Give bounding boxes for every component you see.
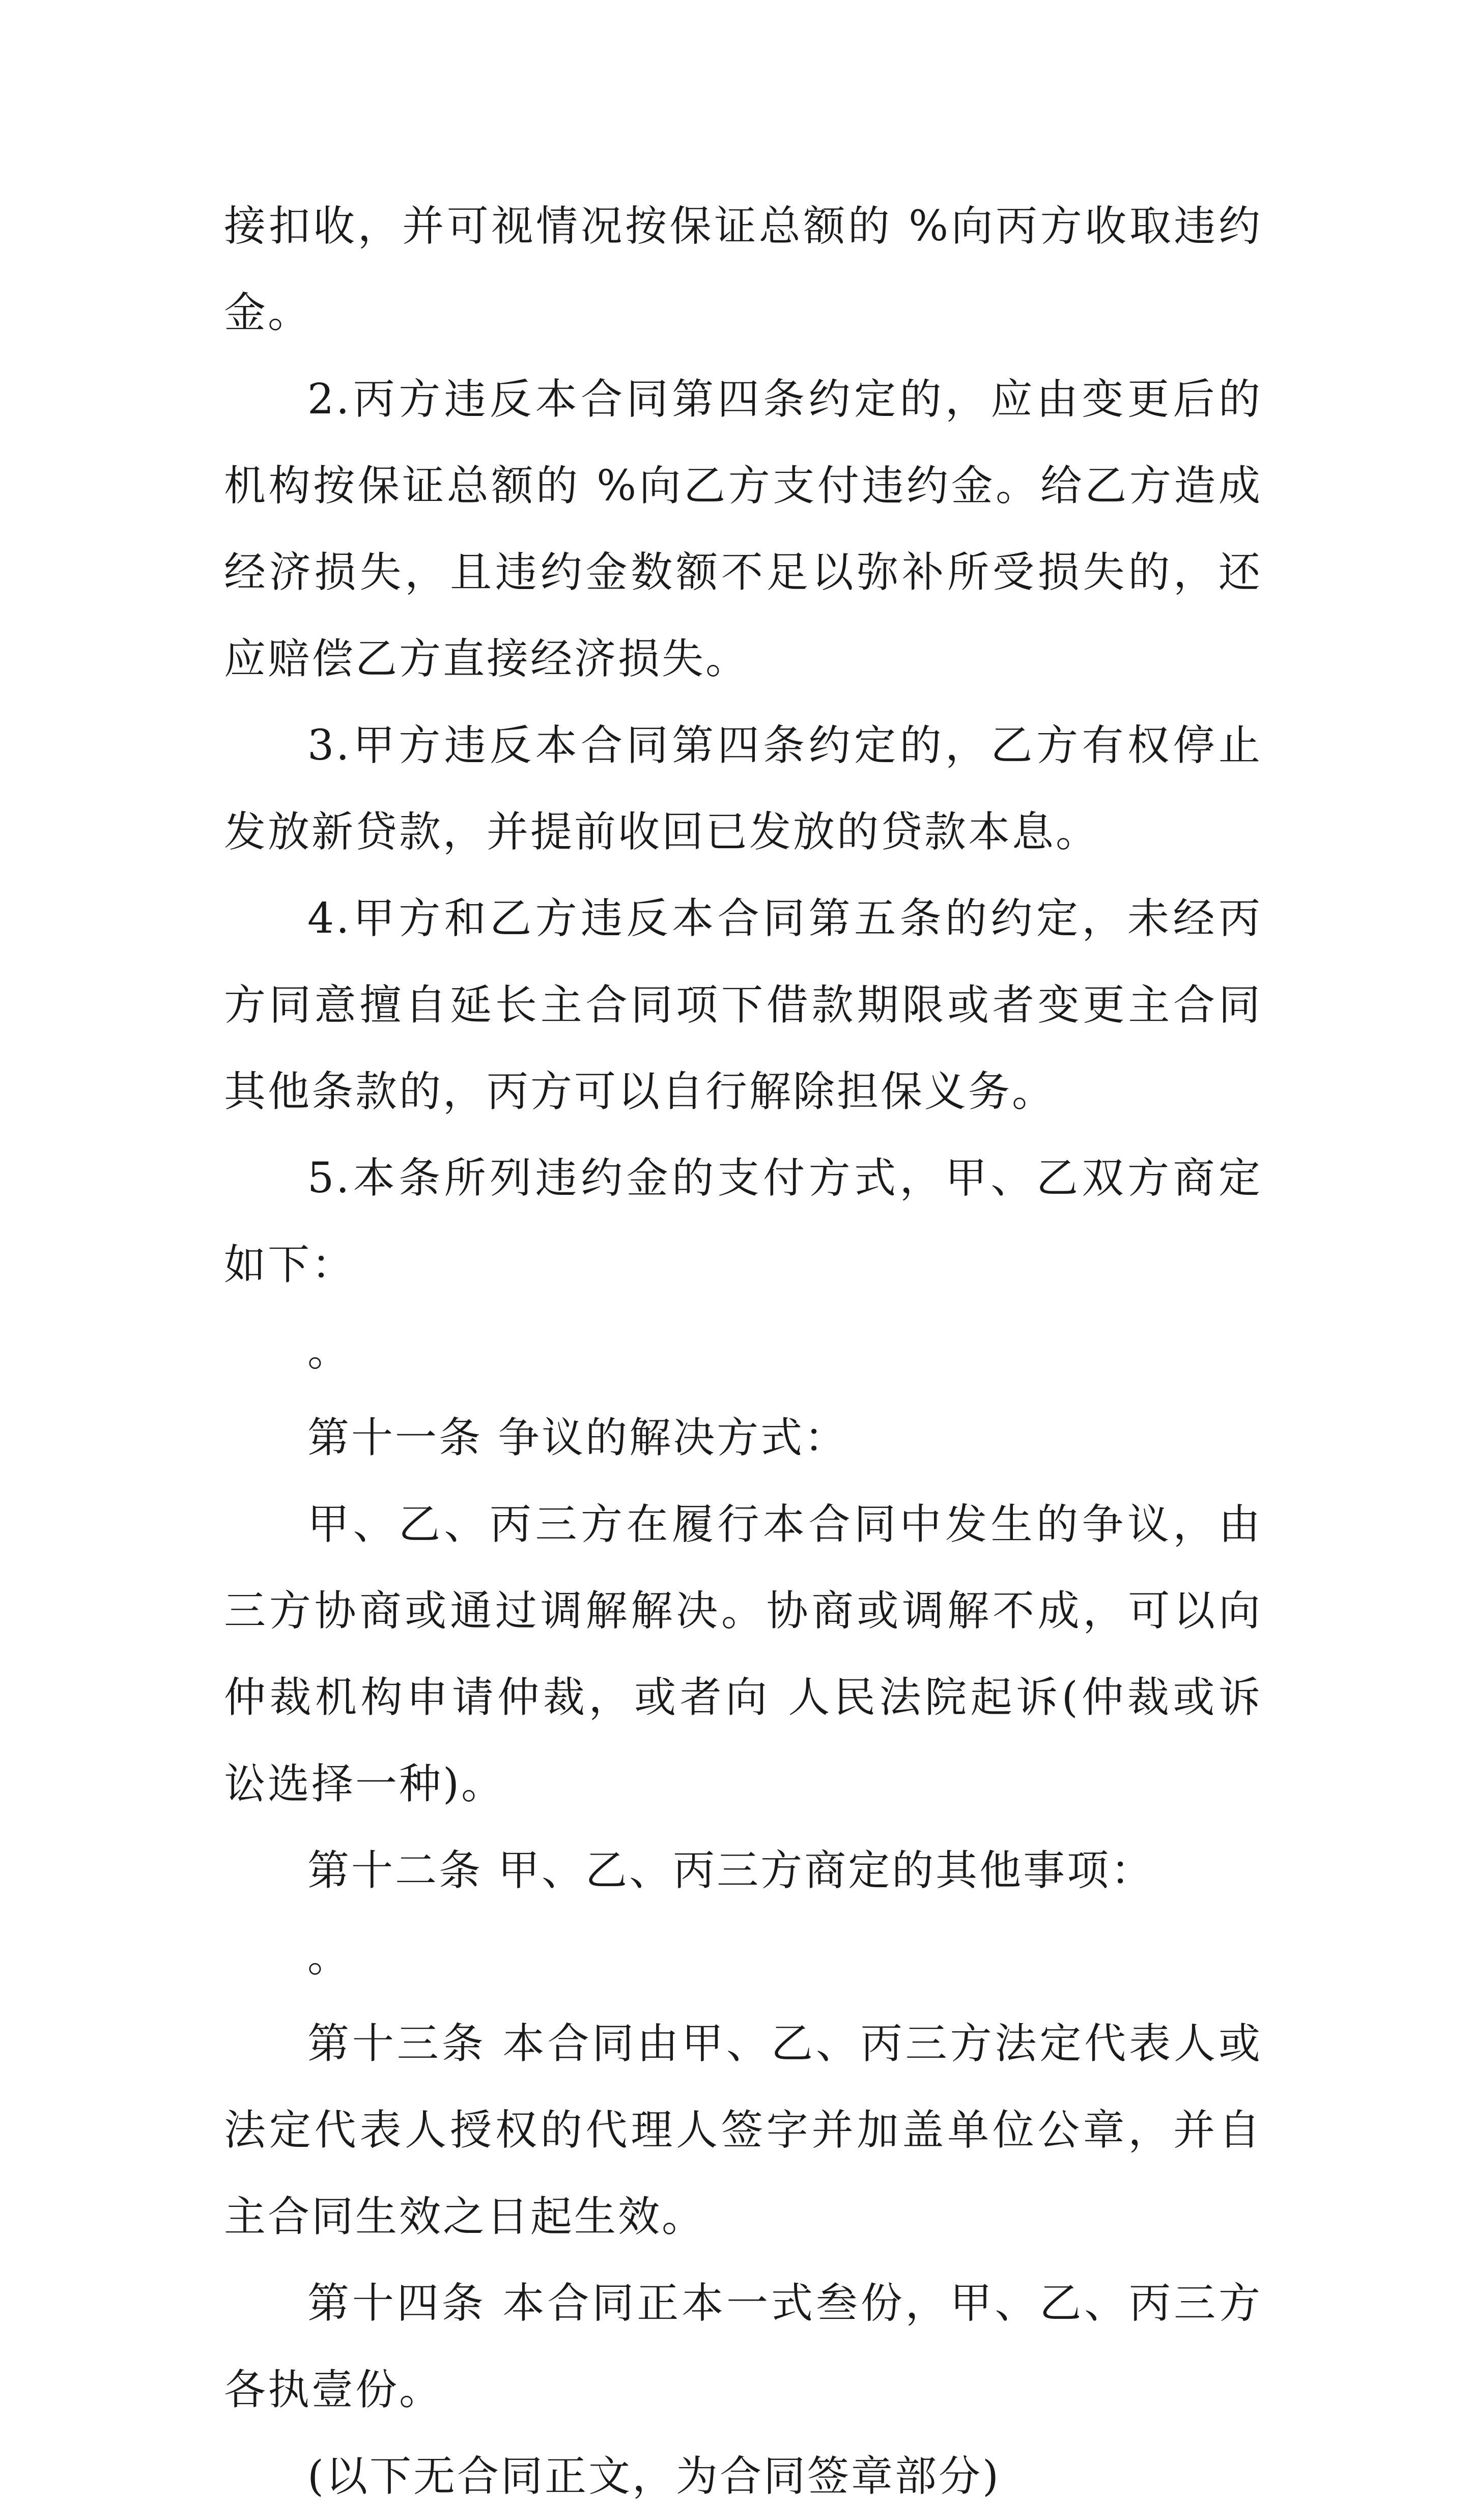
paragraph: 甲、乙、丙三方在履行本合同中发生的争议，由三方协商或通过调解解决。协商或调解不成，可以向 仲裁机构申请仲裁，或者向 人民法院起诉(仲裁或诉讼选择一种)。 [224,1500,1278,1808]
article-heading: 第十一条 争议的解决方式： [307,1414,848,1462]
paragraph: 3.甲方违反本合同第四条约定的，乙方有权停止发放新贷款，并提前收回已发放的贷款本息。 [224,721,1262,856]
article-heading: 第十二条 甲、乙、丙三方商定的其他事项： [307,1846,1155,1895]
paragraph: 2.丙方违反本合同第四条约定的，应由变更后的机构按保证总额的 %向乙方支付违约金。给乙方造成经济损失，且违约金数额不足以弥补所受损失的，还应赔偿乙方直接经济损失。 [224,375,1262,683]
document-body [224,183,1278,2520]
paragraph: 。 [307,1933,352,1981]
paragraph: 。 [307,1327,352,1376]
paragraph: 5.本条所列违约金的支付方式，甲、乙双方商定如下： [224,1154,1262,1289]
paragraph: 接扣收，并可视情况按保证总额的 %向丙方收取违约金。 [224,202,1262,337]
paragraph: 第十四条 本合同正本一式叁份，甲、乙、丙三方各执壹份。 [224,2279,1262,2414]
paragraph: 第十三条 本合同由甲、乙、丙三方法定代表人或法定代表人授权的代理人签字并加盖单位公章，并自主合同生效之日起生效。 [224,2020,1262,2241]
paragraph: 4.甲方和乙方违反本合同第五条的约定，未经丙方同意擅自延长主合同项下借款期限或者变更主合同其他条款的，丙方可以自行解除担保义务。 [224,894,1262,1116]
closing-note: (以下无合同正文，为合同签章部分) [307,2452,1001,2501]
